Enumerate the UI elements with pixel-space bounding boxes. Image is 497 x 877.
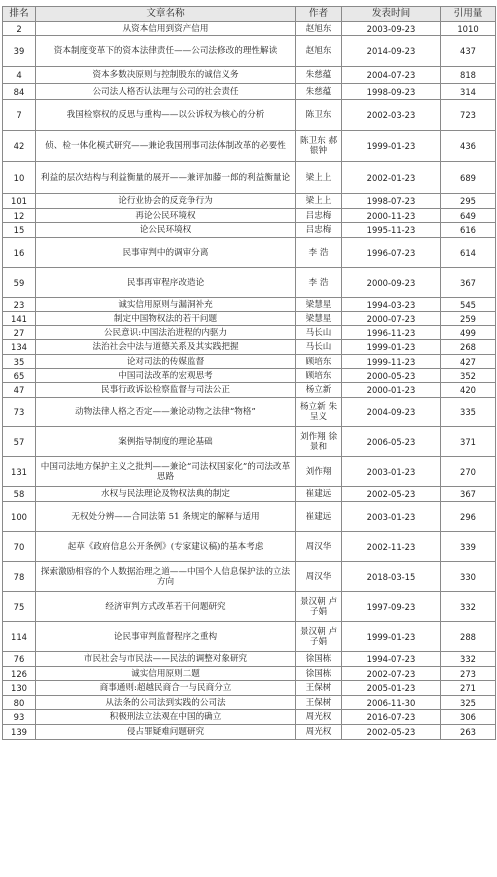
date-cell: 2016-07-23 (342, 710, 441, 725)
cites-cell: 268 (441, 340, 496, 355)
date-cell: 2002-03-23 (342, 100, 441, 131)
author-cell: 杨立新 朱呈义 (296, 398, 342, 427)
author-cell: 崔建远 (296, 487, 342, 502)
cites-cell: 352 (441, 369, 496, 383)
title-cell: 水权与民法理论及物权法典的制定 (36, 487, 296, 502)
cites-cell: 614 (441, 238, 496, 268)
date-cell: 1999-11-23 (342, 355, 441, 369)
author-cell: 马长山 (296, 340, 342, 355)
cites-cell: 335 (441, 398, 496, 427)
title-cell: 积极刑法立法观在中国的确立 (36, 710, 296, 725)
table-row (3, 457, 496, 487)
rank-cell: 58 (3, 487, 36, 502)
title-cell: 法治社会中法与道德关系及其实践把握 (36, 340, 296, 355)
date-cell: 1999-01-23 (342, 340, 441, 355)
table-row (3, 696, 496, 710)
date-cell: 2004-07-23 (342, 67, 441, 84)
table-row (3, 194, 496, 209)
date-cell: 2000-07-23 (342, 312, 441, 326)
title-cell: 动物法律人格之否定——兼论动物之法律“物格” (36, 398, 296, 427)
title-cell: 案例指导制度的理论基础 (36, 427, 296, 457)
title-cell: 中国司法地方保护主义之批判——兼论“司法权国家化”的司法改革思路 (36, 457, 296, 487)
author-cell: 梁上上 (296, 162, 342, 194)
table-row (3, 710, 496, 725)
cites-cell: 295 (441, 194, 496, 209)
title-cell: 中国司法改革的宏观思考 (36, 369, 296, 383)
date-cell: 2002-05-23 (342, 725, 441, 740)
table-row (3, 532, 496, 562)
table-row (3, 100, 496, 131)
date-cell: 2002-07-23 (342, 667, 441, 681)
author-cell: 刘作翔 (296, 457, 342, 487)
table-body (3, 22, 496, 740)
date-cell: 1999-01-23 (342, 131, 441, 162)
table-row (3, 487, 496, 502)
cites-cell: 314 (441, 84, 496, 100)
title-cell: 再论公民环境权 (36, 209, 296, 223)
rank-cell: 114 (3, 622, 36, 652)
table-row (3, 592, 496, 622)
author-cell: 顾培东 (296, 355, 342, 369)
date-cell: 2000-01-23 (342, 383, 441, 398)
cites-cell: 427 (441, 355, 496, 369)
rank-cell: 39 (3, 36, 36, 67)
title-cell: 论公民环境权 (36, 223, 296, 238)
rank-cell: 12 (3, 209, 36, 223)
table-row (3, 238, 496, 268)
cites-cell: 437 (441, 36, 496, 67)
author-cell: 梁慧星 (296, 312, 342, 326)
rank-cell: 16 (3, 238, 36, 268)
table-row (3, 383, 496, 398)
cites-cell: 436 (441, 131, 496, 162)
rank-cell: 4 (3, 67, 36, 84)
rank-cell: 42 (3, 131, 36, 162)
author-cell: 李 浩 (296, 238, 342, 268)
cites-cell: 263 (441, 725, 496, 740)
author-cell: 朱慈蕴 (296, 67, 342, 84)
date-cell: 2002-05-23 (342, 487, 441, 502)
title-cell: 侦、检一体化模式研究——兼论我国刑事司法体制改革的必要性 (36, 131, 296, 162)
table-row (3, 84, 496, 100)
cites-cell: 339 (441, 532, 496, 562)
table-row (3, 369, 496, 383)
table-row (3, 209, 496, 223)
author-cell: 王保树 (296, 696, 342, 710)
author-cell: 梁上上 (296, 194, 342, 209)
author-cell: 马长山 (296, 326, 342, 340)
date-cell: 2004-09-23 (342, 398, 441, 427)
author-cell: 徐国栋 (296, 667, 342, 681)
cites-cell: 818 (441, 67, 496, 84)
cites-cell: 1010 (441, 22, 496, 36)
cites-cell: 371 (441, 427, 496, 457)
title-cell: 论民事审判监督程序之重构 (36, 622, 296, 652)
author-cell: 赵旭东 (296, 22, 342, 36)
author-cell: 朱慈蕴 (296, 84, 342, 100)
author-cell: 徐国栋 (296, 652, 342, 667)
cites-cell: 367 (441, 268, 496, 298)
table-row (3, 622, 496, 652)
rank-cell: 70 (3, 532, 36, 562)
title-cell: 无权处分辨——合同法第 51 条规定的解释与适用 (36, 502, 296, 532)
author-cell: 吕忠梅 (296, 209, 342, 223)
title-cell: 诚实信用原则二题 (36, 667, 296, 681)
cites-cell: 332 (441, 592, 496, 622)
title-cell: 论对司法的传媒监督 (36, 355, 296, 369)
cites-cell: 306 (441, 710, 496, 725)
author-cell: 王保树 (296, 681, 342, 696)
table-row (3, 22, 496, 36)
cites-cell: 420 (441, 383, 496, 398)
title-cell: 论行业协会的反竞争行为 (36, 194, 296, 209)
rank-cell: 15 (3, 223, 36, 238)
author-cell: 崔建远 (296, 502, 342, 532)
title-cell: 起草《政府信息公开条例》(专家建议稿)的基本考虑 (36, 532, 296, 562)
date-cell: 1994-03-23 (342, 298, 441, 312)
author-cell: 梁慧星 (296, 298, 342, 312)
header-title: 文章名称 (36, 7, 296, 22)
table-row (3, 681, 496, 696)
header-author: 作者 (296, 7, 342, 22)
cites-cell: 723 (441, 100, 496, 131)
rank-cell: 141 (3, 312, 36, 326)
title-cell: 制定中国物权法的若干问题 (36, 312, 296, 326)
title-cell: 民事再审程序改造论 (36, 268, 296, 298)
date-cell: 1997-09-23 (342, 592, 441, 622)
date-cell: 2018-03-15 (342, 562, 441, 592)
author-cell: 周光权 (296, 725, 342, 740)
author-cell: 顾培东 (296, 369, 342, 383)
header-rank: 排名 (3, 7, 36, 22)
title-cell: 从法条的公司法到实践的公司法 (36, 696, 296, 710)
author-cell: 景汉朝 卢子娟 (296, 592, 342, 622)
table-header-row (3, 7, 496, 22)
title-cell: 民事行政诉讼检察监督与司法公正 (36, 383, 296, 398)
cites-cell: 271 (441, 681, 496, 696)
cites-cell: 332 (441, 652, 496, 667)
cites-cell: 689 (441, 162, 496, 194)
author-cell: 杨立新 (296, 383, 342, 398)
rank-cell: 35 (3, 355, 36, 369)
rank-cell: 27 (3, 326, 36, 340)
cites-cell: 273 (441, 667, 496, 681)
author-cell: 李 浩 (296, 268, 342, 298)
table-row (3, 312, 496, 326)
date-cell: 2006-11-30 (342, 696, 441, 710)
header-date: 发表时间 (342, 7, 441, 22)
date-cell: 1995-11-23 (342, 223, 441, 238)
date-cell: 2002-01-23 (342, 162, 441, 194)
rank-cell: 73 (3, 398, 36, 427)
date-cell: 2003-01-23 (342, 502, 441, 532)
rank-cell: 80 (3, 696, 36, 710)
date-cell: 2014-09-23 (342, 36, 441, 67)
title-cell: 从资本信用到资产信用 (36, 22, 296, 36)
date-cell: 2005-01-23 (342, 681, 441, 696)
table-row (3, 667, 496, 681)
title-cell: 公民意识:中国法治进程的内驱力 (36, 326, 296, 340)
title-cell: 探索激励相容的个人数据治理之道——中国个人信息保护法的立法方向 (36, 562, 296, 592)
table-row (3, 502, 496, 532)
rank-cell: 2 (3, 22, 36, 36)
rank-cell: 100 (3, 502, 36, 532)
title-cell: 市民社会与市民法——民法的调整对象研究 (36, 652, 296, 667)
table-row (3, 223, 496, 238)
author-cell: 景汉朝 卢子娟 (296, 622, 342, 652)
date-cell: 1996-11-23 (342, 326, 441, 340)
date-cell: 2000-11-23 (342, 209, 441, 223)
table-row (3, 67, 496, 84)
table-row (3, 398, 496, 427)
table-row (3, 562, 496, 592)
table-row (3, 131, 496, 162)
title-cell: 侵占罪疑难问题研究 (36, 725, 296, 740)
cites-cell: 616 (441, 223, 496, 238)
table-row (3, 652, 496, 667)
citation-ranking-table (2, 6, 496, 740)
date-cell: 2003-09-23 (342, 22, 441, 36)
title-cell: 资本制度变革下的资本法律责任——公司法修改的理性解读 (36, 36, 296, 67)
date-cell: 1996-07-23 (342, 238, 441, 268)
cites-cell: 270 (441, 457, 496, 487)
cites-cell: 367 (441, 487, 496, 502)
table-row (3, 427, 496, 457)
author-cell: 吕忠梅 (296, 223, 342, 238)
table-row (3, 725, 496, 740)
table-row (3, 298, 496, 312)
title-cell: 公司法人格否认法理与公司的社会责任 (36, 84, 296, 100)
rank-cell: 47 (3, 383, 36, 398)
rank-cell: 57 (3, 427, 36, 457)
author-cell: 周汉华 (296, 562, 342, 592)
title-cell: 经济审判方式改革若干问题研究 (36, 592, 296, 622)
title-cell: 资本多数决原则与控制股东的诚信义务 (36, 67, 296, 84)
title-cell: 诚实信用原则与漏洞补充 (36, 298, 296, 312)
rank-cell: 131 (3, 457, 36, 487)
date-cell: 2000-09-23 (342, 268, 441, 298)
cites-cell: 296 (441, 502, 496, 532)
title-cell: 我国检察权的反思与重构——以公诉权为核心的分析 (36, 100, 296, 131)
date-cell: 1998-09-23 (342, 84, 441, 100)
rank-cell: 76 (3, 652, 36, 667)
rank-cell: 101 (3, 194, 36, 209)
date-cell: 2006-05-23 (342, 427, 441, 457)
author-cell: 赵旭东 (296, 36, 342, 67)
cites-cell: 499 (441, 326, 496, 340)
rank-cell: 78 (3, 562, 36, 592)
cites-cell: 330 (441, 562, 496, 592)
date-cell: 1998-07-23 (342, 194, 441, 209)
rank-cell: 93 (3, 710, 36, 725)
author-cell: 陈卫东 (296, 100, 342, 131)
rank-cell: 59 (3, 268, 36, 298)
rank-cell: 75 (3, 592, 36, 622)
cites-cell: 288 (441, 622, 496, 652)
rank-cell: 7 (3, 100, 36, 131)
title-cell: 商事通则:超越民商合一与民商分立 (36, 681, 296, 696)
author-cell: 周汉华 (296, 532, 342, 562)
date-cell: 2003-01-23 (342, 457, 441, 487)
table-row (3, 36, 496, 67)
date-cell: 2000-05-23 (342, 369, 441, 383)
author-cell: 周光权 (296, 710, 342, 725)
cites-cell: 545 (441, 298, 496, 312)
cites-cell: 649 (441, 209, 496, 223)
author-cell: 陈卫东 郝银钟 (296, 131, 342, 162)
rank-cell: 10 (3, 162, 36, 194)
rank-cell: 126 (3, 667, 36, 681)
table-row (3, 162, 496, 194)
date-cell: 1994-07-23 (342, 652, 441, 667)
title-cell: 利益的层次结构与利益衡量的展开——兼评加藤一郎的利益衡量论 (36, 162, 296, 194)
date-cell: 2002-11-23 (342, 532, 441, 562)
rank-cell: 65 (3, 369, 36, 383)
header-cites: 引用量 (441, 7, 496, 22)
rank-cell: 23 (3, 298, 36, 312)
rank-cell: 139 (3, 725, 36, 740)
cites-cell: 259 (441, 312, 496, 326)
rank-cell: 134 (3, 340, 36, 355)
author-cell: 刘作翔 徐景和 (296, 427, 342, 457)
rank-cell: 130 (3, 681, 36, 696)
title-cell: 民事审判中的调审分离 (36, 238, 296, 268)
date-cell: 1999-01-23 (342, 622, 441, 652)
table-row (3, 326, 496, 340)
table-row (3, 355, 496, 369)
cites-cell: 325 (441, 696, 496, 710)
rank-cell: 84 (3, 84, 36, 100)
table-row (3, 340, 496, 355)
table-row (3, 268, 496, 298)
